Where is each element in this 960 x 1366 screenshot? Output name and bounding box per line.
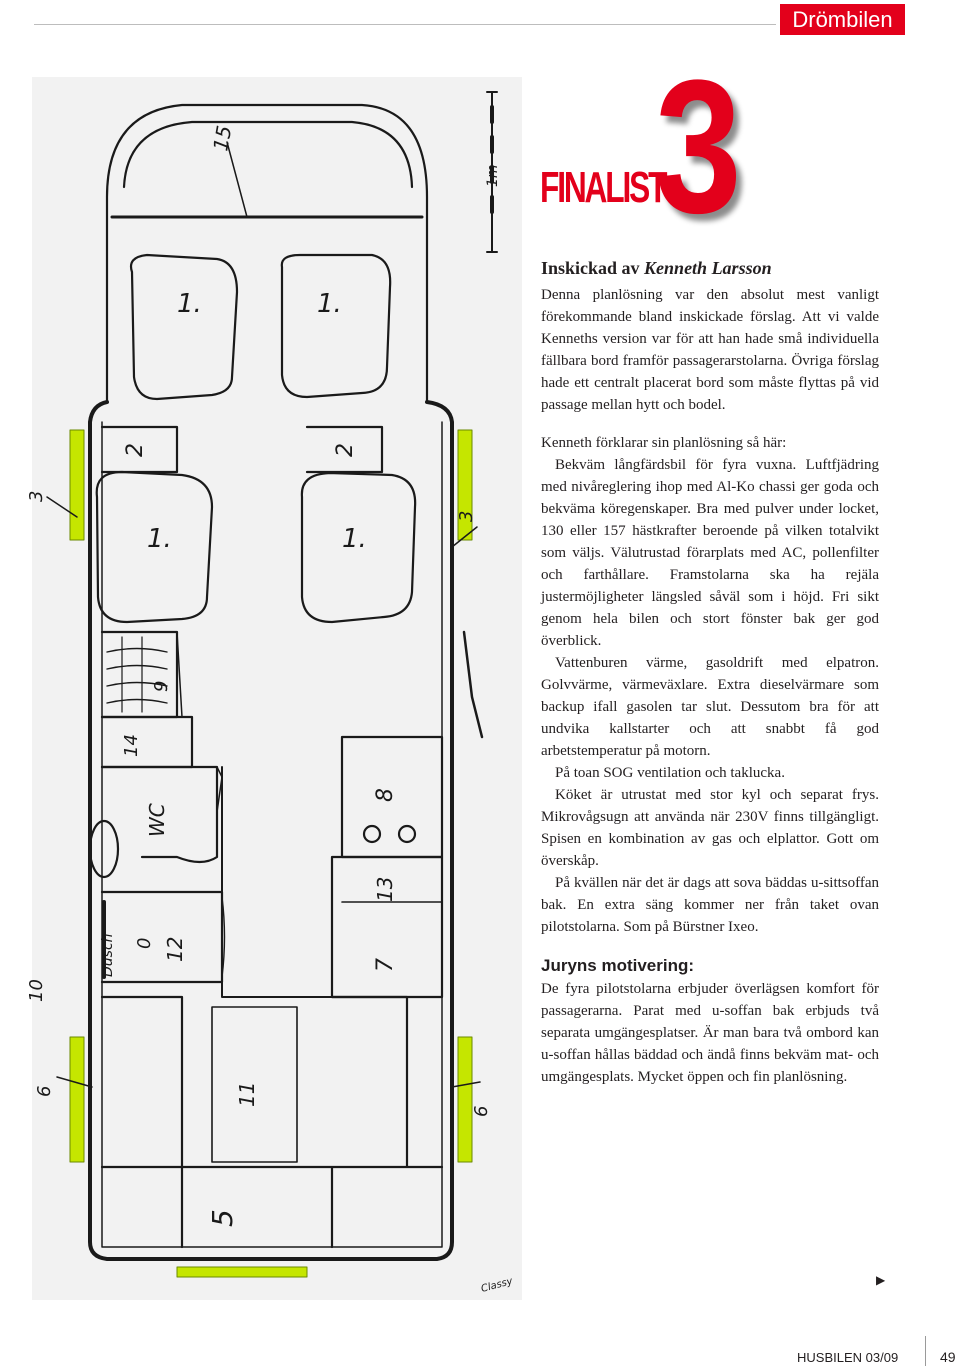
label-6-right: 6 (471, 1105, 492, 1117)
body-paragraph-4: Köket är utrustat med stor kyl och separat frys. Mikrovågsugn att använda när 230V finns tillgängligt. Spisen en kombination av gas och elplattor. Gott om överskåp. (541, 787, 879, 869)
label-seat-1c: 1. (147, 524, 172, 554)
label-6-left: 6 (34, 1085, 55, 1097)
finalist-word: FINALIST (540, 163, 666, 212)
label-seat-1b: 1. (317, 289, 342, 319)
rear-sofa (102, 997, 442, 1247)
submitted-by (541, 258, 879, 279)
body-paragraph-1: Bekväm långfärdsbil för fyra vuxna. Luftfjädring med nivåreglering ihop med Al-Ko chassi ger goda och bekväma köregenskaper. Bra med pulver under locket, 130 eller 157 hästkrafter beroende på vilken totalvikt som väljs. Välutrustad förarplats med AC, pollenfilter och farthållare. Framstolarna ska ha rejäla justermöjligheter längsled såväl som i höjd. Fri sikt genom hela bilen och stort fönster bak ger god överblick. (541, 457, 879, 649)
label-10: 10 (26, 979, 47, 1002)
floor-plan-drawing (26, 77, 522, 1300)
body-paragraph-5: På kvällen när det är dags att sova bäddas u-sittsoffan bak. En extra säng kommer ner från taket ovan pilotstolarna. Som på Bürstner Ixeo. (541, 875, 879, 935)
label-14: 14 (121, 734, 142, 757)
section-badge: Drömbilen (780, 4, 905, 35)
wardrobe (102, 717, 192, 767)
finalist-number: 3 (655, 41, 737, 253)
floor-plan (26, 77, 522, 1300)
window-back (177, 1267, 307, 1277)
label-2a: 2 (123, 443, 148, 457)
label-9: 9 (151, 680, 172, 692)
stove-burner (364, 826, 380, 842)
label-13: 13 (373, 876, 397, 902)
label-3-right: 3 (456, 510, 477, 522)
article-column (541, 258, 879, 1088)
label-15: 15 (208, 123, 237, 153)
label-3-left: 3 (26, 490, 47, 502)
label-2b: 2 (333, 443, 358, 457)
cab-outline (107, 105, 427, 402)
label-seat-1d: 1. (342, 524, 367, 554)
window-left-front (70, 430, 84, 540)
footer-magazine-name: HUSBILEN (797, 1350, 863, 1365)
toilet (90, 821, 118, 877)
body-paragraph-3: På toan SOG ventilation och taklucka. (555, 765, 785, 781)
body-paragraph-2: Vattenburen värme, gasoldrift med elpatron. Golvvärme, värmeväxlare. Extra dieselvärmare som backup ifall gasolen tar slut. Dessutom bra för att undvika kallstarter och att snabbt få god arbetstemperatur på motorn. (541, 655, 879, 759)
jury-paragraph: De fyra pilotstolarna erbjuder överlägsen komfort för passagerarna. Parat med u-soffan bak erbjuds två separata umgängesplatser. Är man bara två ombord kan u-soffan hållas bäddad och ändå finns bekväm mat- och umgängesplats. Mycket öppen och fin planlösning. (541, 981, 879, 1085)
jury-heading: Juryns motivering: (541, 956, 695, 975)
stove-burner-2 (399, 826, 415, 842)
label-wc: WC (145, 803, 169, 837)
label-8: 8 (373, 788, 398, 802)
label-dusch: Dusch (100, 933, 116, 977)
footer-separator (925, 1336, 926, 1366)
label-11: 11 (235, 1081, 259, 1107)
heater-box (102, 632, 177, 717)
window-right-rear (458, 1037, 472, 1162)
intro-paragraph: Denna planlösning var den absolut mest vanligt förekommande bland inskickade förslag. Att vi valde Kenneths version var för att han hade små individuella fällbara bord framför passagerarstolarna. Övriga förslag hade ett centralt placerat bord som måste flyttas på vid passage mellan hytt och bodel. (541, 287, 879, 413)
cab-inner (124, 122, 412, 187)
scale-label: 1m (485, 164, 501, 187)
submitted-prefix: Inskickad av (541, 258, 640, 278)
label-7: 7 (373, 958, 398, 972)
window-left-rear (70, 1037, 84, 1162)
window-right-front (458, 430, 472, 540)
label-5: 5 (206, 1209, 239, 1227)
front-seat-left (131, 255, 237, 399)
label-0: 0 (134, 937, 155, 949)
header-rule (34, 24, 776, 25)
next-arrow-icon: ▶ (876, 1273, 886, 1287)
page-number: 49 (940, 1349, 956, 1365)
footer-magazine (797, 1350, 898, 1365)
submitted-name: Kenneth Larsson (644, 258, 772, 278)
label-classy: Classy (479, 1275, 514, 1295)
shower (102, 892, 222, 982)
front-seat-right (282, 255, 390, 397)
footer-issue: 03/09 (865, 1350, 899, 1365)
explains-heading: Kenneth förklarar sin planlösning så här: (541, 435, 787, 451)
label-seat-1a: 1. (177, 289, 202, 319)
label-12: 12 (163, 936, 187, 962)
